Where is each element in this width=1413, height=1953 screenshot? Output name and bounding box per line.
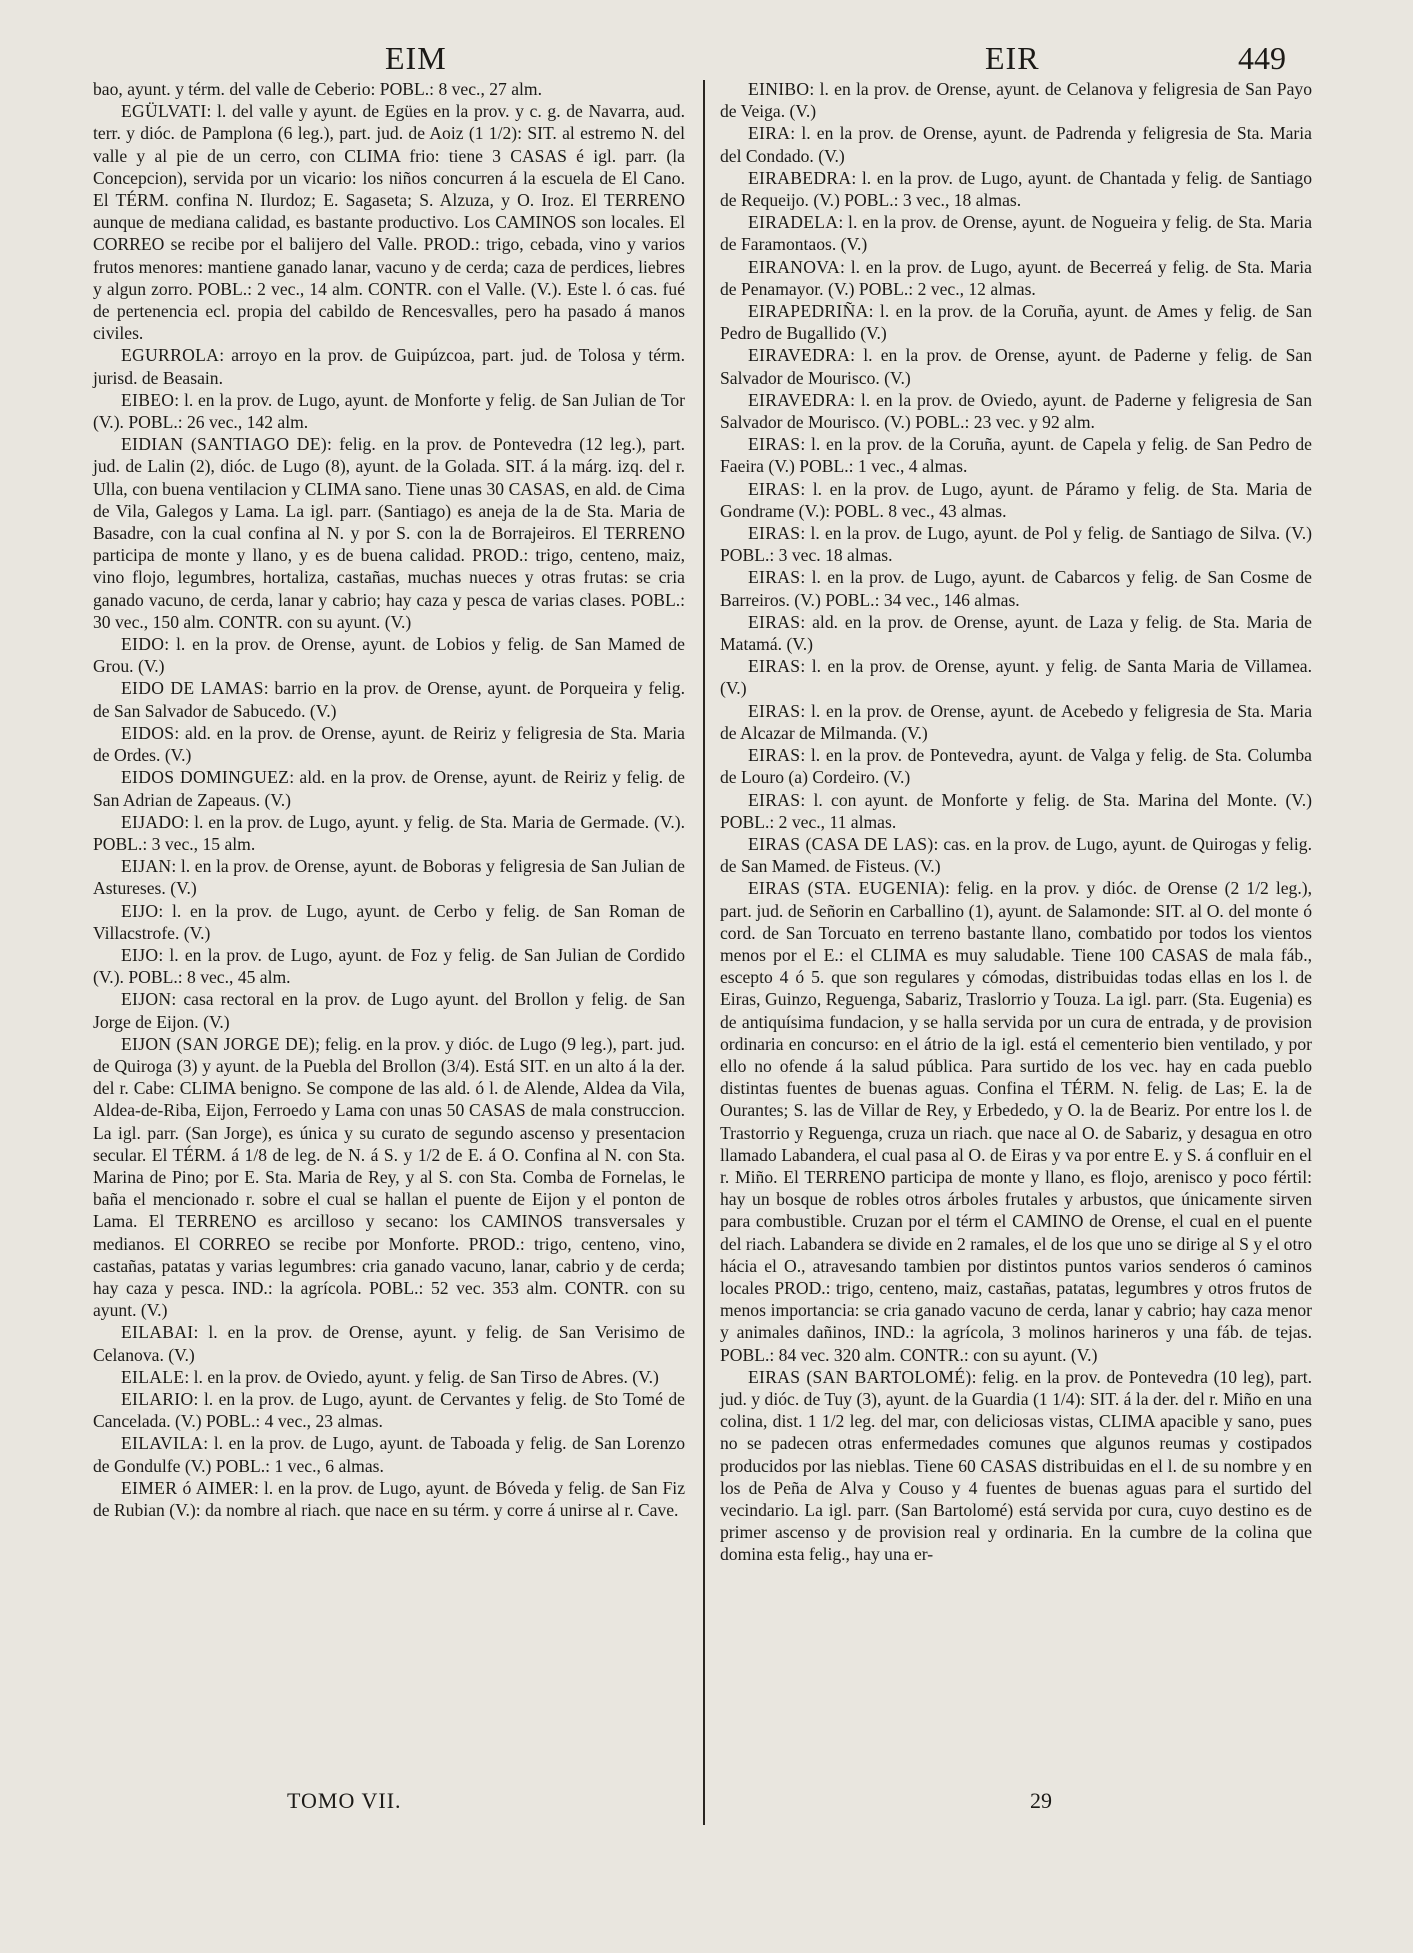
entry-text: : l. en la prov. de Lugo, ayunt. de Cerbo y felig. de San Roman de Villacstrofe. (V.) — [93, 900, 685, 943]
entry-text: : l. en la prov. de Pontevedra, ayunt. de Valga y felig. de Sta. Columba de Louro (a) Cordeiro. (V.) — [720, 745, 1312, 788]
dictionary-entry — [720, 566, 1312, 610]
dictionary-entry — [93, 633, 685, 677]
page-number: 449 — [1238, 40, 1286, 76]
entry-headword: EIRAS — [748, 434, 801, 455]
page-footer — [0, 1788, 1413, 1824]
entry-headword: EIRABEDRA — [748, 167, 852, 188]
running-header — [0, 40, 1413, 76]
entry-text: : ald. en la prov. de Orense, ayunt. de Reiriz y felig. de San Adrian de Zapeaus. (V.) — [93, 767, 685, 810]
entry-text: : arroyo en la prov. de Guipúzcoa, part. jud. de Tolosa y térm. jurisd. de Beasain. — [93, 345, 685, 388]
dictionary-entry — [720, 833, 1312, 877]
entry-headword: EIRANOVA — [748, 256, 841, 277]
dictionary-entry — [93, 677, 685, 721]
dictionary-entry — [720, 877, 1312, 1365]
entry-text: : l. en la prov. de la Coruña, ayunt. de Capela y felig. de San Pedro de Faeira (V.) POBL.: 1 vec., 4 almas. — [720, 434, 1312, 477]
entry-text: ; felig. en la prov. y dióc. de Lugo (9 leg.), part. jud. de Quiroga (3) y ayunt. de la Puebla del Brollon (3/4). Está SIT. en un alto á la der. del r. Cabe: CLIMA benigno. Se compone de las ald. ó l. de Alende, Aldea da Vila, Aldea-de-Riba, Eijon, Ferroedo y Lama con unas 50 CASAS de mala construccion. La igl. parr. (San Jorge), es única y su curato de segundo ascenso y presentacion secular. El TÉRM. á 1/8 de leg. de N. á S. y 1/2 de E. á O. Confina al N. con Sta. Marina de Pino; por E. Sta. Maria de Rey, y al S. con Sta. Comba de Fornelas, le baña el mencionado r. sobre el cual se hallan el puente de Eijon y el ponton de Lama. El TERRENO es arcilloso y secano: los CAMINOS transversales y medianos. El CORREO se recibe por Monforte. PROD.: trigo, centeno, vino, castañas, patatas y varias legumbres: cria ganado vacuno, lanar, cabrio y de cerda; hay caza y pesca. IND.: la agrícola. POBL.: 52 vec. 353 alm. CONTR. con su ayunt. (V.) — [93, 1033, 685, 1321]
entry-text: : l. en la prov. de Lugo, ayunt. de Páramo y felig. de Sta. Maria de Gondrame (V.): POBL. 8 vec., 43 almas. — [720, 478, 1312, 521]
entry-text: : ald. en la prov. de Orense, ayunt. de Laza y felig. de Sta. Maria de Matamá. (V.) — [720, 611, 1312, 655]
entry-text: : l. en la prov. de Lugo, ayunt. de Taboada y felig. de San Lorenzo de Gondulfe (V.) POBL.: 1 vec., 6 almas. — [93, 1433, 685, 1476]
signature-mark: 29 — [1030, 1788, 1052, 1813]
dictionary-entry — [720, 522, 1312, 566]
dictionary-entry — [93, 389, 685, 433]
dictionary-entry — [720, 211, 1312, 255]
entry-headword: EIDO — [121, 634, 165, 655]
dictionary-entry — [93, 1321, 685, 1365]
entry-text: : l. en la prov. de Oviedo, ayunt. y felig. de San Tirso de Abres. (V.) — [184, 1366, 659, 1387]
entry-text: bao, ayunt. y térm. del valle de Ceberio: POBL.: 8 vec., 27 alm. — [93, 79, 543, 99]
entry-headword: EIBEO — [121, 389, 175, 410]
dictionary-entry — [93, 1432, 685, 1476]
entry-text: : felig. en la prov. de Pontevedra (10 leg), part. jud. y dióc. de Tuy (3), ayunt. de la Guardia (1 1/4): SIT. á la der. del r. Miño en una colina, dist. 1 1/2 leg. del mar, con deliciosas vistas, CLIMA apacible y sano, pues no se padecen otras enfermedades comunes que algunos reumas y costipados producidos por las nieblas. Tiene 60 CASAS distribuidas en el l. de su nombre y en los de Peña de Alva y Couso y 4 fuentes de buenas aguas para el surtido del vecindario. La igl. parr. (San Bartolomé) está servida por cura, cuyo destino es de primer ascenso y de provision real y ordinaria. En la cumbre de la colina que domina esta felig., hay una er- — [720, 1366, 1312, 1565]
entry-text: : l. en la prov. de Orense, ayunt. de Boboras y feligresia de San Julian de Astureses. (V.) — [93, 856, 685, 899]
dictionary-entry — [93, 1366, 685, 1388]
entry-text: : casa rectoral en la prov. de Lugo ayunt. del Brollon y felig. de San Jorge de Eijon. (V.) — [93, 989, 685, 1032]
entry-headword: EIRAS — [748, 611, 801, 632]
entry-headword: EIJAN — [121, 856, 172, 877]
dictionary-entry — [93, 900, 685, 944]
dictionary-entry — [93, 811, 685, 855]
dictionary-entry — [93, 433, 685, 633]
entry-text: : l. en la prov. de Lugo, ayunt. de Cervantes y felig. de Sto Tomé de Cancelada. (V.) POBL.: 4 vec., 23 almas. — [93, 1388, 685, 1432]
entry-headword: EILABAI — [121, 1322, 194, 1343]
entry-headword: EIDOS — [121, 722, 175, 743]
entry-text: : l. en la prov. de Lugo, ayunt. de Monforte y felig. de San Julian de Tor (V.). POBL.: 26 vec., 142 alm. — [93, 389, 685, 433]
entry-text: : l. en la prov. de Orense, ayunt. de Lobios y felig. de San Mamed de Grou. (V.) — [93, 634, 685, 677]
entry-headword: EIRAS — [748, 745, 801, 766]
entry-headword: EIRAPEDRIÑA — [748, 301, 869, 322]
entry-text: : l. en la prov. de Orense, ayunt. y felig. de San Verisimo de Celanova. (V.) — [93, 1322, 685, 1365]
entry-headword: EIRA — [748, 123, 791, 144]
entry-text: : l. en la prov. de Lugo, ayunt. de Chantada y felig. de Santiago de Requeijo. (V.) POBL.: 3 vec., 18 almas. — [720, 167, 1312, 211]
entry-headword: EIDOS DOMINGUEZ — [121, 767, 290, 788]
dictionary-entry — [720, 789, 1312, 833]
left-column — [93, 78, 685, 1521]
dictionary-entry — [720, 256, 1312, 300]
dictionary-entry — [720, 122, 1312, 166]
dictionary-entry — [720, 611, 1312, 655]
dictionary-entry — [93, 1477, 685, 1521]
dictionary-entry — [93, 1388, 685, 1432]
entry-text: : l. en la prov. de Lugo, ayunt. de Bóveda y felig. de San Fiz de Rubian (V.): da nombre al riach. que nace en su térm. y corre á unirse al r. Cave. — [93, 1477, 686, 1520]
dictionary-entry — [93, 100, 685, 344]
entry-headword: EIJON — [121, 989, 172, 1010]
entry-text: : l. en la prov. de Lugo, ayunt. y felig. de Sta. Maria de Germade. (V.). POBL.: 3 vec., 15 alm. — [93, 811, 685, 854]
entry-text: : l. en la prov. de Lugo, ayunt. de Pol y felig. de Santiago de Silva. (V.) POBL.: 3 vec. 18 almas. — [720, 523, 1312, 566]
entry-headword: EINIBO — [748, 79, 810, 99]
entry-text: : l. en la prov. de Lugo, ayunt. de Cabarcos y felig. de San Cosme de Barreiros. (V.) POBL.: 34 vec., 146 almas. — [720, 567, 1312, 610]
entry-text: : l. con ayunt. de Monforte y felig. de Sta. Marina del Monte. (V.) POBL.: 2 vec., 11 almas. — [720, 789, 1312, 832]
entry-headword: EIRAS (STA. EUGENIA) — [748, 878, 946, 899]
entry-headword: EIRAS — [748, 478, 801, 499]
header-right-guide-word: EIR — [985, 40, 1040, 76]
entry-headword: EIRAS — [748, 789, 801, 810]
entry-headword: EIJO — [121, 900, 159, 921]
entry-headword: EIRAS — [748, 700, 801, 721]
entry-headword: EGURROLA — [121, 345, 220, 366]
entry-text: : ald. en la prov. de Orense, ayunt. de Reiriz y feligresia de Sta. Maria de Ordes. (V.) — [93, 722, 685, 766]
entry-headword: EIRAS — [748, 523, 801, 544]
entry-text: : l. en la prov. de la Coruña, ayunt. de Ames y felig. de San Pedro de Bugallido (V.) — [720, 301, 1312, 344]
entry-text: : l. en la prov. de Oviedo, ayunt. de Paderne y feligresia de San Salvador de Mourisco. (V.) POBL.: 23 vec. y 92 alm. — [720, 389, 1312, 433]
entry-headword: EIDIAN (SANTIAGO DE) — [121, 434, 328, 455]
entry-text: : l. en la prov. de Orense, ayunt. y felig. de Santa Maria de Villamea. (V.) — [720, 656, 1312, 699]
entry-text: : l. en la prov. de Orense, ayunt. de Padrenda y feligresia de Sta. Maria del Condado. (V.) — [720, 123, 1312, 166]
dictionary-entry — [93, 1033, 685, 1322]
dictionary-entry — [93, 855, 685, 899]
entry-headword: EIRAS — [748, 567, 801, 588]
entry-headword: EIJADO — [121, 811, 185, 832]
dictionary-entry — [720, 655, 1312, 699]
dictionary-entry — [720, 167, 1312, 211]
dictionary-entry — [720, 433, 1312, 477]
entry-headword: EGÜLVATI — [121, 101, 207, 122]
entry-text: : l. en la prov. de Orense, ayunt. de Nogueira y felig. de Sta. Maria de Faramontaos. (V.) — [720, 212, 1312, 255]
dictionary-entry — [720, 344, 1312, 388]
dictionary-entry — [720, 300, 1312, 344]
entry-headword: EIRAS — [748, 656, 801, 677]
dictionary-entry — [93, 78, 685, 100]
entry-text: : l. en la prov. de Lugo, ayunt. de Foz y felig. de San Julian de Cordido (V.). POBL.: 8 vec., 45 alm. — [93, 944, 685, 988]
dictionary-entry — [93, 722, 685, 766]
dictionary-entry — [720, 389, 1312, 433]
entry-headword: EIRAVEDRA — [748, 345, 851, 366]
entry-text: : felig. en la prov. de Pontevedra (12 leg.), part. jud. de Lalin (2), dióc. de Lugo (8), ayunt. de la Golada. SIT. á la márg. izq. del r. Ulla, con buena ventilacion y CLIMA sano. Tiene unas 30 CASAS, en ald. de Cima de Vila, Galegos y Lama. La igl. parr. (Santiago) es aneja de la de Sta. Maria de Basadre, con la cual confina al N. y por S. con la de Borrajeiros. El TERRENO participa de monte y llano, y es de buena calidad. PROD.: trigo, centeno, maiz, vino flojo, legumbres, hortaliza, castañas, muchas nueces y otras frutas: se cria ganado vacuno, de cerda, lanar y cabrio; hay caza y pesca de varias clases. POBL.: 30 vec., 150 alm. CONTR. con su ayunt. (V.) — [93, 434, 685, 632]
entry-text: : cas. en la prov. de Lugo, ayunt. de Quirogas y felig. de San Mamed. de Fisteus. (V.) — [720, 833, 1312, 877]
dictionary-entry — [93, 344, 685, 388]
entry-text: : l. en la prov. de Orense, ayunt. de Acebedo y feligresia de Sta. Maria de Alcazar de Milmanda. (V.) — [720, 700, 1312, 743]
volume-label: TOMO VII. — [287, 1788, 402, 1813]
dictionary-entry — [720, 78, 1312, 122]
dictionary-entry — [720, 478, 1312, 522]
dictionary-entry — [93, 944, 685, 988]
column-divider — [703, 80, 705, 1825]
entry-text: : l. en la prov. de Orense, ayunt. de Paderne y felig. de San Salvador de Mourisco. (V.) — [720, 345, 1312, 388]
entry-headword: EIRADELA — [748, 212, 839, 233]
dictionary-entry — [93, 988, 685, 1032]
right-column — [720, 78, 1312, 1566]
entry-headword: EILAVILA — [121, 1433, 204, 1454]
entry-headword: EILALE — [121, 1366, 185, 1387]
header-left-guide-word: EIM — [385, 40, 447, 76]
entry-headword: EIJON (SAN JORGE DE) — [121, 1033, 316, 1054]
entry-headword: EILARIO — [121, 1388, 194, 1409]
dictionary-entry — [93, 766, 685, 810]
entry-headword: EIMER ó AIMER — [121, 1477, 255, 1498]
entry-headword: EIRAS (CASA DE LAS) — [748, 833, 934, 854]
entry-headword: EIJO — [121, 944, 159, 965]
entry-text: : l. en la prov. de Orense, ayunt. de Celanova y feligresia de San Payo de Veiga. (V.) — [720, 79, 1312, 122]
dictionary-entry — [720, 700, 1312, 744]
entry-text: : barrio en la prov. de Orense, ayunt. de Porqueira y felig. de San Salvador de Sabucedo. (V.) — [93, 678, 685, 721]
entry-headword: EIRAVEDRA — [748, 389, 851, 410]
entry-headword: EIRAS (SAN BARTOLOMÉ) — [748, 1366, 972, 1387]
dictionary-entry — [720, 744, 1312, 788]
dictionary-entry — [720, 1366, 1312, 1566]
entry-headword: EIDO DE LAMAS — [121, 678, 264, 699]
entry-text: : felig. en la prov. y dióc. de Orense (2 1/2 leg.), part. jud. de Señorin en Carballino (1), ayunt. de Salamonde: SIT. al O. del monte ó cord. de San Torcuato en terreno bastante llano, combatido por todos los vientos menos por el E.: el CLIMA es muy saludable. Tiene 100 CASAS de mala fáb., escepto 4 ó 5. que son regulares y cómodas, distribuidas todas ellas en los l. de Eiras, Guinzo, Reguenga, Sabariz, Traslorrio y Touza. La igl. parr. (Sta. Eugenia) es de antiquísima fundacion, y se halla servida por un cura de entrada, y de provision ordinaria en concurso: en el átrio de la igl. está el cementerio bien ventilado, y por ello no ofende á la salud pública. Para surtido de los vec. hay en cada pueblo distintas fuentes de buenas aguas. Confina el TÉRM. N. felig. de Las; E. la de Ourantes; S. las de Villar de Rey, y Erbededo, y O. la de Beariz. Por entre los l. de Trastorrio y Reguenga, cruza un riach. que nace al O. de Sabariz, y desagua en otro llamado Labandera, el cual pasa al O. de Eiras y va por entre E. y S. á confluir en el r. Miño. El TERRENO participa de monte y llano, es flojo, arenisco y poco fértil: hay un bosque de robles otros árboles frutales y arbustos, que únicamente sirven para combustible. Cruzan por el térm el CAMINO de Orense, el cual en el puente del riach. Labandera se divide en 2 ramales, el de los que uno se dirige al S y el otro hácia el O., atravesando tambien por distintos puntos varios senderos ó caminos locales PROD.: trigo, centeno, maiz, castañas, patatas, legumbres y otros frutos de menos importancia: se cria ganado vacuno de cerda, lanar y cabrio; hay caza menor y animales dañinos, IND.: la agrícola, 3 molinos harineros y una fáb. de tejas. POBL.: 84 vec. 320 alm. CONTR.: con su ayunt. (V.) — [720, 878, 1312, 1365]
entry-text: : l. del valle y ayunt. de Egües en la prov. y c. g. de Navarra, aud. terr. y dióc. de Pamplona (6 leg.), part. jud. de Aoiz (1 1/2): SIT. al estremo N. del valle y al pie de un cerro, con CLIMA frio: tiene 3 CASAS é igl. parr. (la Concepcion), servida por un vicario: los niños concurren á la escuela de El Cano. El TÉRM. confina N. Ilurdoz; E. Sagaseta; S. Alzuza, y O. Iroz. El TERRENO aunque de mediana calidad, es bastante productivo. Los CAMINOS son locales. El CORREO se recibe por el balijero del Valle. PROD.: trigo, cebada, vino y varios frutos menores: mantiene ganado lanar, vacuno y de cerda; caza de perdices, liebres y algun zorro. POBL.: 2 vec., 14 alm. CONTR. con el Valle. (V.). Este l. ó cas. fué de pertenencia ecl. propia del cabildo de Rencesvalles, pero ha pasado á manos civiles. — [93, 101, 685, 344]
entry-text: : l. en la prov. de Lugo, ayunt. de Becerreá y felig. de Sta. Maria de Penamayor. (V.) POBL.: 2 vec., 12 almas. — [720, 256, 1312, 299]
